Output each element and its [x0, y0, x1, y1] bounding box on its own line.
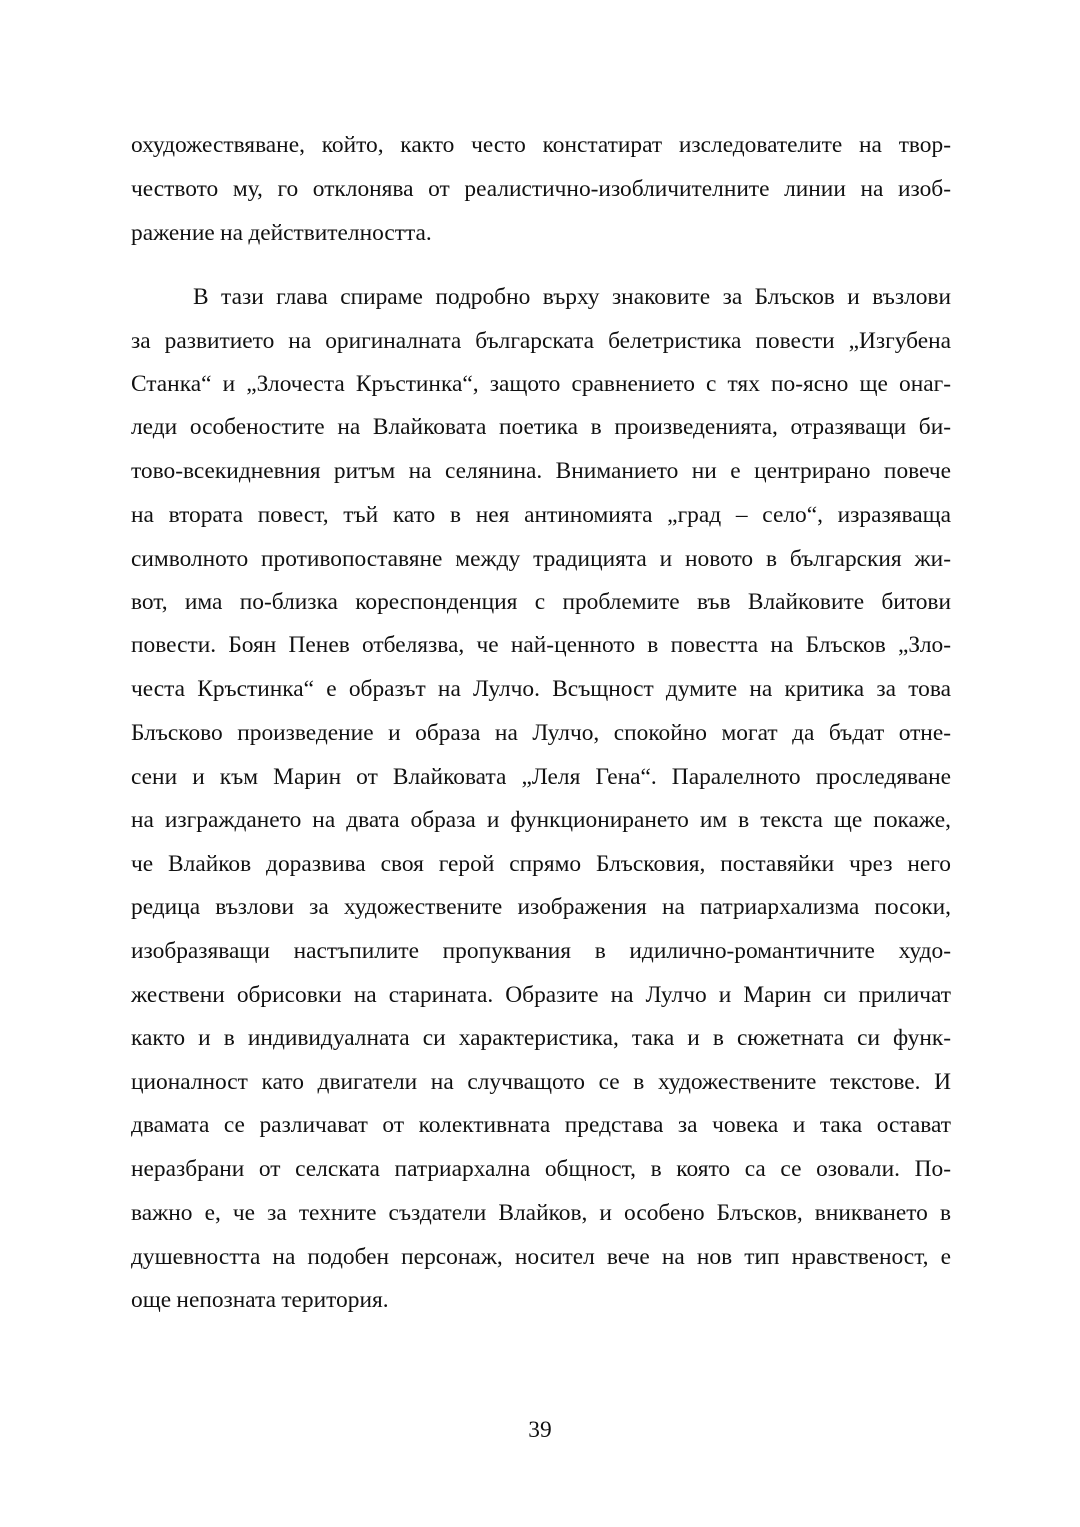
paragraph-2-line-4: леди особеностите на Влайковата поетика в произведенията, отразяващи би-	[131, 414, 951, 440]
paragraph-2-line-10: честа Кръстинка“ е образът на Лулчо. Всъщност думите на критика за това	[131, 676, 951, 702]
paragraph-2-line-22: важно е, че за техните създатели Влайков, и особено Блъсков, вникването в	[131, 1200, 951, 1226]
paragraph-2-line-7: символното противопоставяне между традицията и новото в българския жи-	[131, 546, 951, 572]
page-number: 39	[528, 1417, 552, 1443]
paragraph-2-line-5: тово-всекидневния ритъм на селянина. Вниманието ни е центрирано повече	[131, 458, 951, 484]
paragraph-2-line-11: Блъсково произведение и образа на Лулчо, спокойно могат да бъдат отне-	[131, 720, 951, 746]
paragraph-1-line-2: чеството му, го отклонява от реалистично-изобличителните линии на изоб-	[131, 176, 951, 202]
paragraph-2-line-18: както и в индивидуалната си характеристика, така и в сюжетната си функ-	[131, 1025, 951, 1051]
paragraph-2-line-20: двамата се различават от колективната представа за човека и така остават	[131, 1112, 951, 1138]
paragraph-1-line-3: ражение на действителността.	[131, 220, 432, 246]
paragraph-2-line-24: още непозната територия.	[131, 1287, 389, 1313]
paragraph-2-line-8: вот, има по-близка кореспонденция с проблемите във Влайковите битови	[131, 589, 951, 615]
paragraph-2-line-16: изобразяващи настъпилите пропуквания в идилично-романтичните худо-	[131, 938, 951, 964]
paragraph-2-line-23: душевността на подобен персонаж, носител вече на нов тип нравственост, е	[131, 1244, 951, 1270]
paragraph-2-line-3: Станка“ и „Злочеста Кръстинка“, защото сравнението с тях по-ясно ще онаг-	[131, 371, 951, 397]
paragraph-2-line-19: ционалност като двигатели на случващото се в художествените текстове. И	[131, 1069, 951, 1095]
paragraph-2-line-2: за развитието на оригиналната българската белетристика повести „Изгубена	[131, 328, 951, 354]
paragraph-2-line-6: на втората повест, тъй като в нея антиномията „град – село“, изразяваща	[131, 502, 951, 528]
paragraph-1-line-1: охудожествяване, който, както често констатират изследователите на твор-	[131, 132, 951, 158]
paragraph-2-line-21: неразбрани от селската патриархална общност, в която са се озовали. По-	[131, 1156, 951, 1182]
paragraph-2-line-13: на изграждането на двата образа и функционирането им в текста ще покаже,	[131, 807, 951, 833]
paragraph-2-line-14: че Влайков доразвива своя герой спрямо Блъсковия, поставяйки чрез него	[131, 851, 951, 877]
paragraph-2-line-15: редица възлови за художествените изображения на патриархализма посоки,	[131, 894, 951, 920]
paragraph-2-line-9: повести. Боян Пенев отбелязва, че най-ценното в повестта на Блъсков „Зло-	[131, 632, 951, 658]
paragraph-2-line-12: сени и към Марин от Влайковата „Леля Гена“. Паралелното проследяване	[131, 764, 951, 790]
paragraph-2-line-1: В тази глава спираме подробно върху знаковите за Блъсков и възлови	[193, 284, 951, 310]
paragraph-2-line-17: жествени обрисовки на старината. Образите на Лулчо и Марин си приличат	[131, 982, 951, 1008]
